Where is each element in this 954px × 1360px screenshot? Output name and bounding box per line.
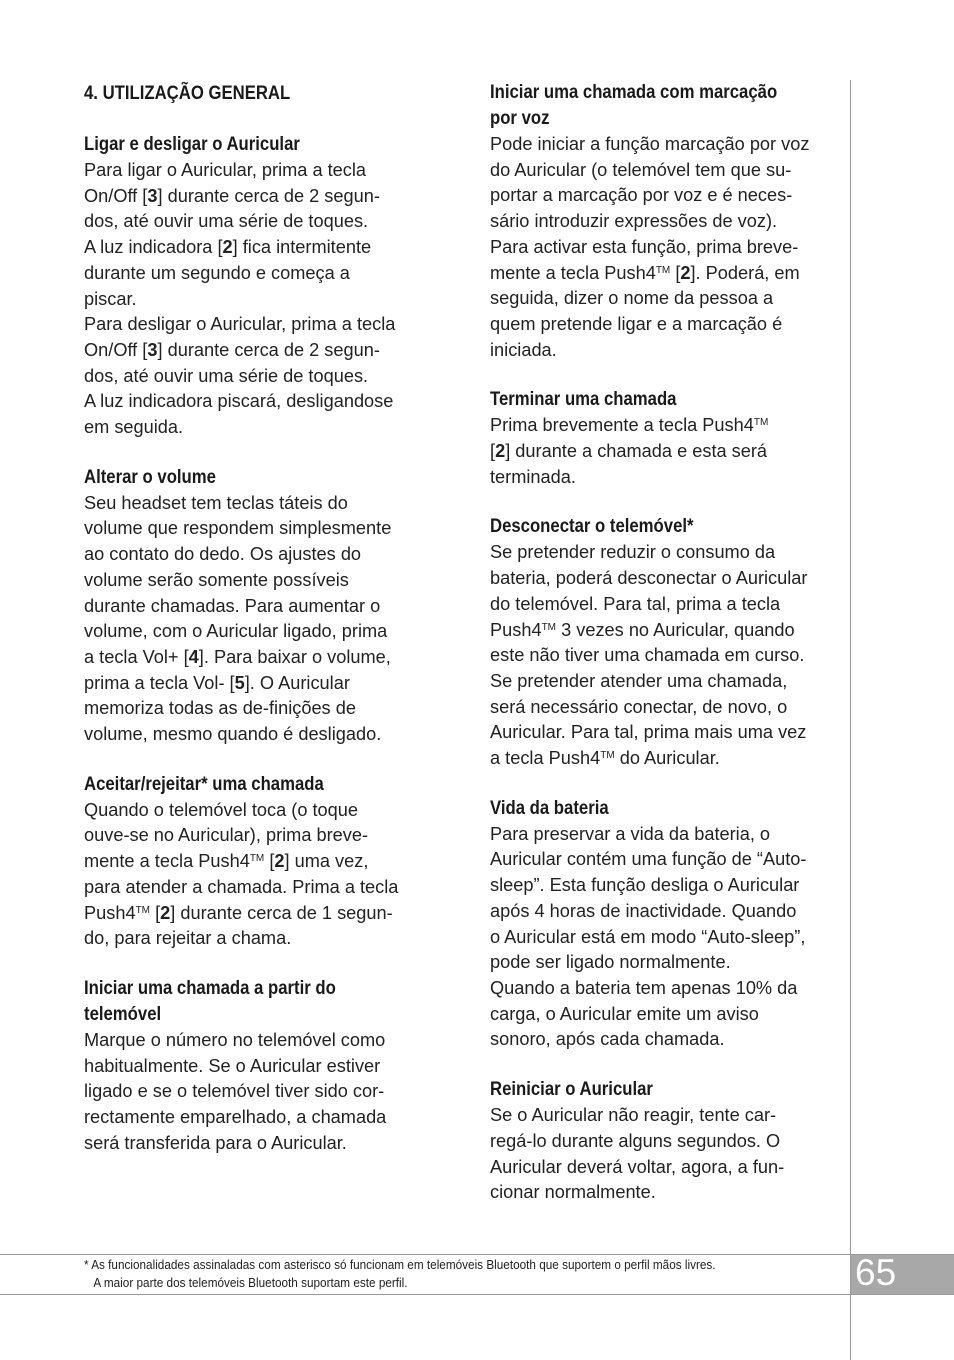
paragraph-desconectar: Se pretender reduzir o consumo da bateria, poderá desconectar o Auricular do telemóvel. Para tal, prima a tecla Push4™ 3 vezes no Auricular, quando este não tiver uma chamada em curso. Se pretender atender uma chamada, será necessário conectar, de novo, o Auricular. Para tal, prima mais uma vez a tecla Push4™ do Auricular.	[490, 542, 808, 769]
paragraph-reiniciar: Se o Auricular não reagir, tente car- regá-lo durante alguns segundos. O Auricular deverá voltar, agora, a fun- cionar normalmente.	[490, 1105, 785, 1203]
paragraph-ligar: Para ligar o Auricular, prima a tecla On/Off [3] durante cerca de 2 segun- dos, até ouvir uma série de toques. A luz indicadora [2] fica intermitente durante um segundo e começa a piscar. Para desligar o Auricular, prima a tecla On/Off [3] durante cerca de 2 segun- dos, até ouvir uma série de toques. A luz indicadora piscará, desligandose em seguida.	[84, 160, 396, 438]
heading-reiniciar: Reiniciar o Auricular	[490, 1079, 653, 1101]
heading-bateria: Vida da bateria	[490, 797, 609, 819]
left-column	[84, 80, 440, 1181]
heading-ligar: Ligar e desligar o Auricular	[84, 134, 300, 155]
paragraph-volume: Seu headset tem teclas táteis do volume que respondem simplesmente ao contato do dedo. Os ajustes do volume serão somente possíveis durante chamadas. Para aumentar o volume, com o Auricular ligado, prima a tecla Vol+ [4]. Para baixar o volume, prima a tecla Vol- [5]. O Auricular memoriza todas as de-finições de volume, mesmo quando é desligado.	[84, 492, 392, 745]
footer-rule-bottom	[0, 1294, 954, 1295]
paragraph-terminar: Prima brevemente a tecla Push4™ [2] durante a chamada e esta será terminada.	[490, 415, 769, 487]
page-number: 65	[855, 1252, 897, 1293]
margin-rule-vertical	[850, 80, 851, 1360]
footnote	[84, 1256, 798, 1292]
heading-volume: Alterar o volume	[84, 466, 216, 488]
page-number-box	[851, 1252, 954, 1294]
footnote-line-2: A maior parte dos telemóveis Bluetooth suportam este perfil.	[93, 1276, 408, 1290]
section-title: 4. UTILIZAÇÃO GENERAL	[84, 83, 291, 104]
footnote-line-1: * As funcionalidades assinaladas com asterisco só funcionam em telemóveis Bluetooth que suportem o perfil mãos livres.	[84, 1258, 716, 1272]
paragraph-iniciar-voz: Pode iniciar a função marcação por voz do Auricular (o telemóvel tem que su- portar a marcação por voz e é neces- sário introduzir expressões de voz). Para activar esta função, prima breve- mente a tecla Push4™ [2]. Poderá, em seguida, dizer o nome da pessoa a quem pretende ligar e a marcação é iniciada.	[490, 134, 810, 360]
right-column	[490, 80, 850, 1230]
heading-iniciar-telemovel: Iniciar uma chamada a partir do telemóvel	[84, 977, 336, 1025]
paragraph-aceitar: Quando o telemóvel toca (o toque ouve-se no Auricular), prima breve- mente a tecla Push4™ [2] uma vez, para atender a chamada. Prima a tecla Push4™ [2] durante cerca de 1 segun- do, para rejeitar a chama.	[84, 799, 399, 949]
heading-iniciar-voz: Iniciar uma chamada com marcação por voz	[490, 82, 778, 129]
heading-desconectar: Desconectar o telemóvel*	[490, 516, 694, 538]
paragraph-bateria: Para preservar a vida da bateria, o Auricular contém uma função de “Auto- sleep”. Esta função desliga o Auricular após 4 horas de inactividade. Quando o Auricular está em modo “Auto-sleep”, pode ser ligado normalmente. Quando a bateria tem apenas 10% da carga, o Auricular emite um aviso sonoro, após cada chamada.	[490, 823, 807, 1050]
paragraph-iniciar-telemovel: Marque o número no telemóvel como habitualmente. Se o Auricular estiver ligado e se o telemóvel tiver sido cor- rectamente emparelhado, a chamada será transferida para o Auricular.	[84, 1029, 387, 1153]
footer-rule-top	[0, 1254, 954, 1255]
heading-terminar: Terminar uma chamada	[490, 389, 677, 411]
heading-aceitar: Aceitar/rejeitar* uma chamada	[84, 773, 324, 795]
